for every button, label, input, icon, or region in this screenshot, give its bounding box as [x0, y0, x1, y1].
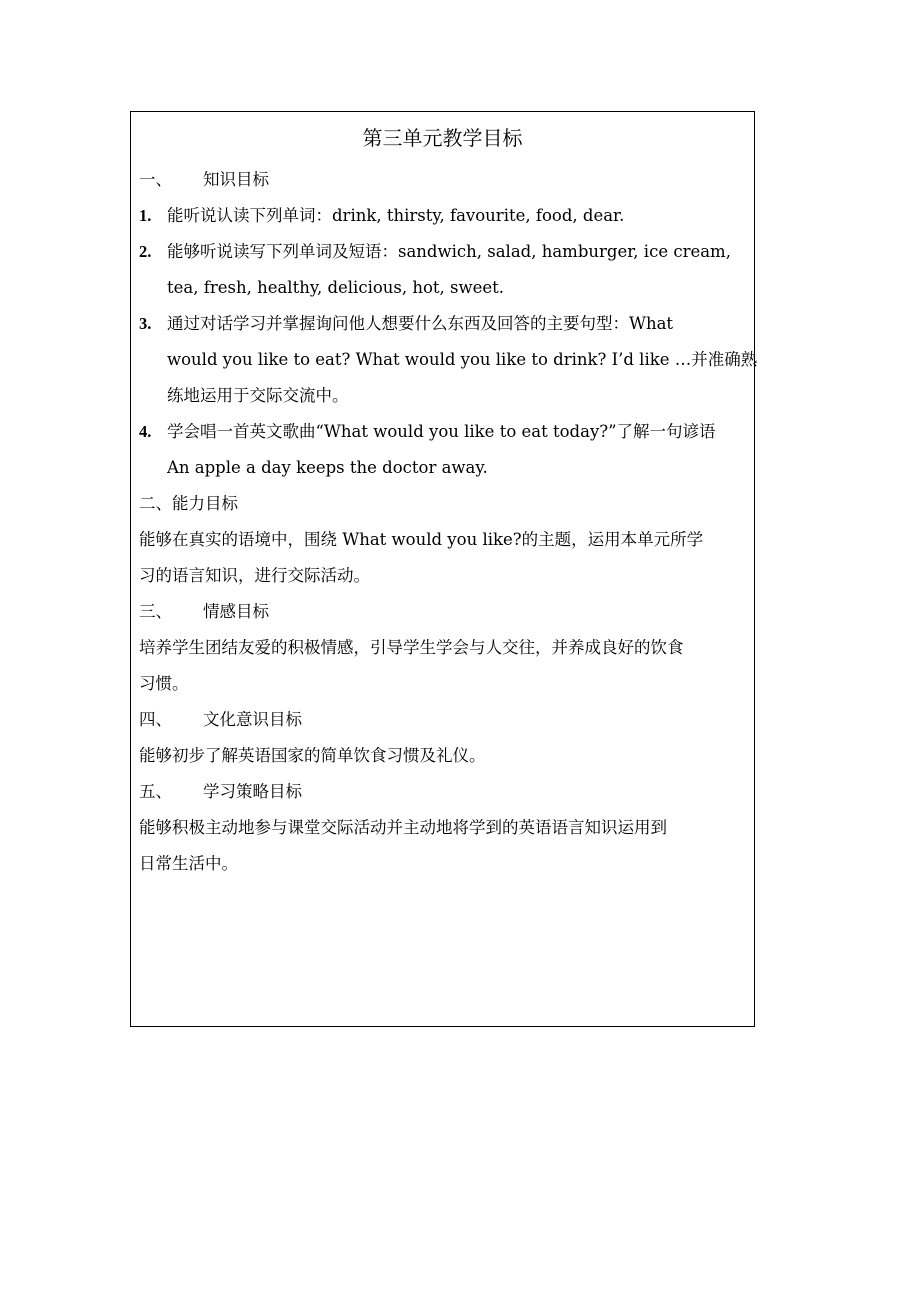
list-item	[139, 414, 750, 450]
list-item	[139, 306, 750, 342]
paragraph-line: 培养学生团结友爱的积极情感，引导学生学会与人交往，并养成良好的饮食	[139, 638, 684, 657]
section-heading-strategy	[139, 774, 750, 810]
item-text-continued: An apple a day keeps the doctor away.	[167, 458, 488, 477]
paragraph-line: 习的语言知识，进行交际活动。	[139, 566, 370, 585]
list-item	[139, 234, 750, 270]
item-index: 3.	[139, 314, 152, 333]
section-number: 二、	[139, 494, 172, 513]
item-index: 1.	[139, 206, 152, 225]
section-heading-ability	[139, 486, 750, 522]
section-heading-emotion	[139, 594, 750, 630]
item-text-continued: tea, fresh, healthy, delicious, hot, sweet.	[167, 278, 505, 297]
section-label: 知识目标	[203, 170, 269, 189]
section-number: 四、	[139, 710, 172, 729]
paragraph-line: 日常生活中。	[139, 854, 238, 873]
item-text: 学会唱一首英文歌曲“What would you like to eat today?”了解一句谚语	[167, 422, 716, 441]
page-title: 第三单元教学目标	[362, 126, 523, 150]
section-label: 情感目标	[203, 602, 269, 621]
item-text: 能听说认读下列单词：drink, thirsty, favourite, food, dear.	[167, 206, 625, 225]
paragraph-line: 能够初步了解英语国家的简单饮食习惯及礼仪。	[139, 746, 486, 765]
section-number: 一、	[139, 170, 172, 189]
item-text: 通过对话学习并掌握询问他人想要什么东西及回答的主要句型：What	[167, 314, 674, 333]
item-text-continued: 练地运用于交际交流中。	[167, 386, 349, 405]
paragraph-line: 能够在真实的语境中，围绕 What would you like?的主题，运用本单元所学	[139, 530, 704, 549]
paragraph-line: 能够积极主动地参与课堂交际活动并主动地将学到的英语语言知识运用到	[139, 818, 667, 837]
list-item	[139, 198, 750, 234]
item-text: 能够听说读写下列单词及短语：sandwich, salad, hamburger, ice cream,	[167, 242, 731, 261]
item-index: 4.	[139, 422, 152, 441]
section-label: 学习策略目标	[203, 782, 302, 801]
section-number: 三、	[139, 602, 172, 621]
section-label: 能力目标	[172, 494, 238, 513]
section-number: 五、	[139, 782, 172, 801]
objectives-table	[130, 111, 758, 1027]
section-heading-knowledge	[139, 162, 750, 198]
item-index: 2.	[139, 242, 152, 261]
item-text-continued: would you like to eat? What would you like to drink? I’d like …并准确熟	[167, 350, 758, 369]
section-heading-culture	[139, 702, 750, 738]
section-label: 文化意识目标	[203, 710, 302, 729]
paragraph-line: 习惯。	[139, 674, 189, 693]
